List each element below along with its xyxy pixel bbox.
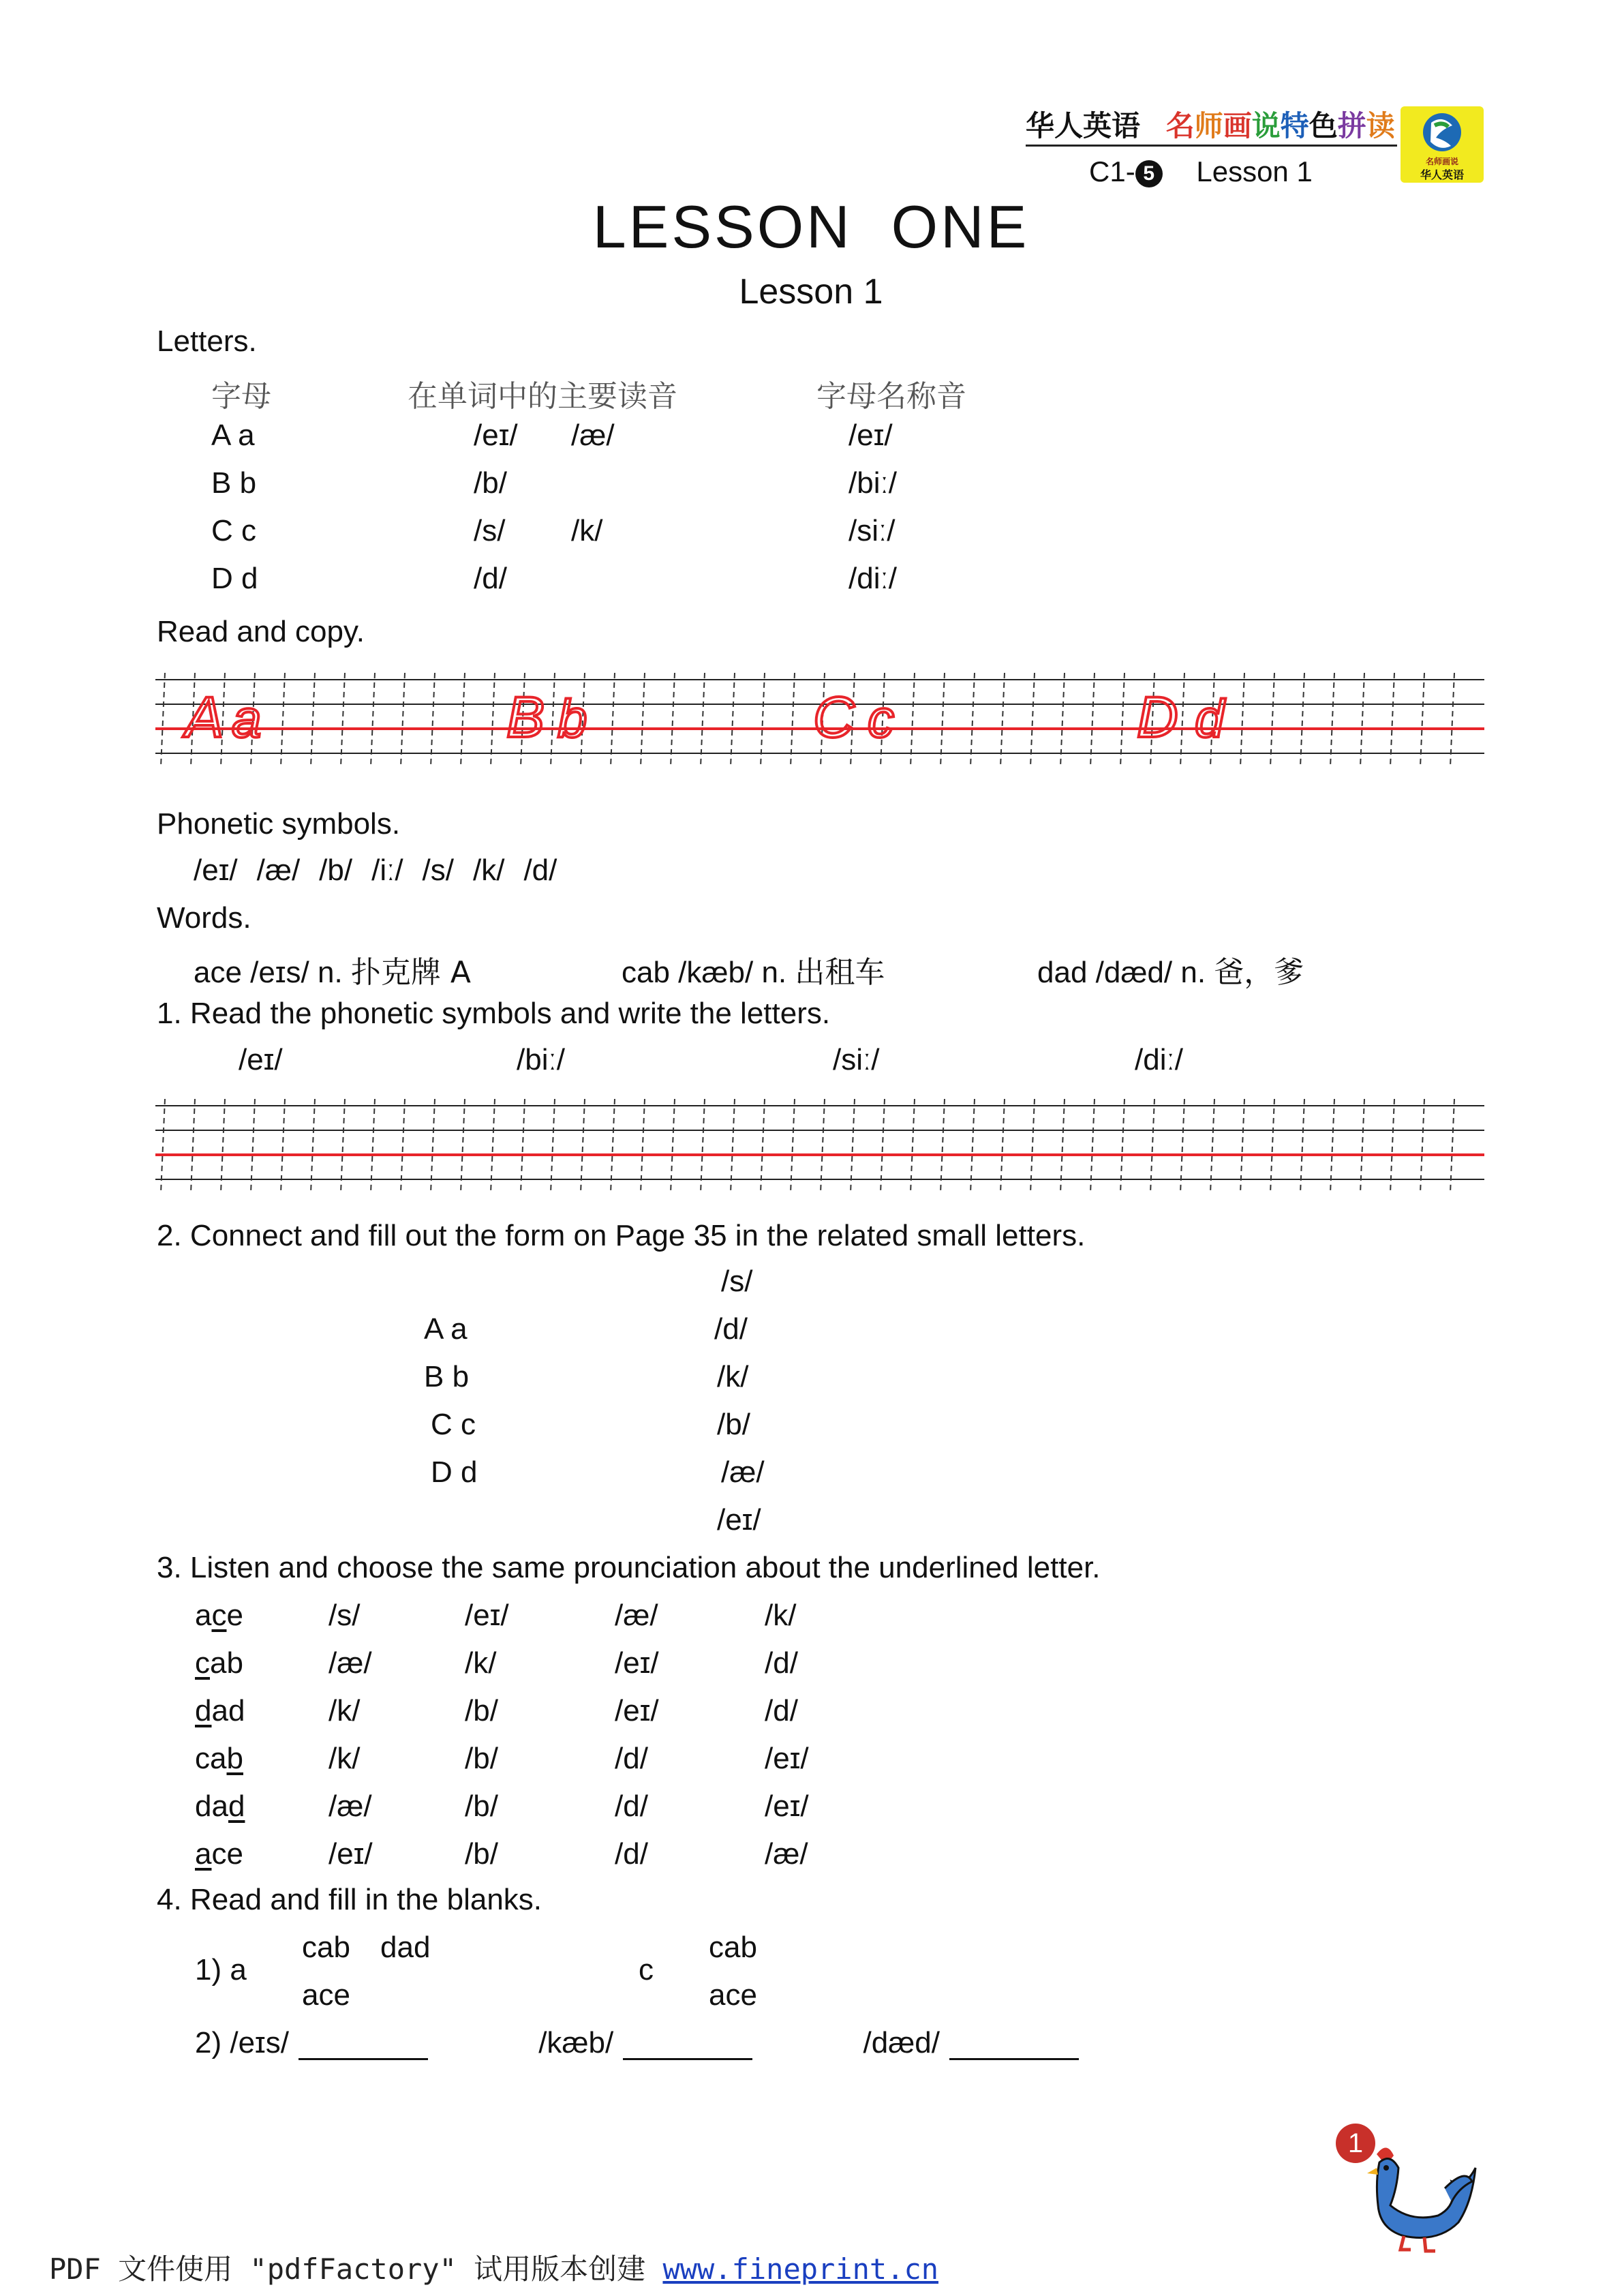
col-header-letter: 字母 [211, 379, 271, 414]
ex3-option: /b/ [465, 1742, 498, 1775]
brand-char: 名 [1165, 110, 1195, 142]
ex3-option: /d/ [615, 1789, 648, 1823]
ex3-underlined-letter: a [195, 1837, 212, 1871]
phonetic-heading: Phonetic symbols. [157, 807, 401, 841]
ex3-underlined-letter: c [195, 1646, 210, 1680]
word-ipa: /dæd/ [1095, 956, 1181, 989]
brand-left: 华人英语 [1026, 110, 1141, 142]
ex4-q1-mid: c [639, 1953, 654, 1987]
ex4-q1-opt-a1: cab [302, 1931, 350, 1964]
code-lesson-label: Lesson 1 [1196, 155, 1313, 187]
ex4-blank-3[interactable] [949, 2032, 1079, 2060]
ex4-q1-label: 1) a [195, 1953, 247, 1987]
ex3-option: /b/ [465, 1694, 498, 1727]
ex3-option: /eɪ/ [765, 1742, 809, 1775]
brand-char: 说 [1251, 110, 1281, 142]
ex3-underlined-letter: d [195, 1694, 212, 1727]
col-header-main-sound: 在单词中的主要读音 [408, 379, 677, 414]
brand-char: 拼 [1337, 110, 1366, 142]
ex3-word-part: ce [211, 1837, 243, 1871]
copy-letter: a [232, 689, 262, 749]
copy-letter: B [506, 685, 545, 749]
brand-char: 色 [1309, 110, 1338, 142]
copy-letter: D [1137, 685, 1178, 749]
ex4-blank-2[interactable] [623, 2032, 752, 2060]
header-brand [1026, 104, 1395, 145]
ex4-q2-ipa-3: /dæd/ [863, 2026, 940, 2059]
brand-char: 画 [1223, 110, 1252, 142]
ex4-q1-opt-a3: ace [302, 1978, 350, 2012]
ex3-option: /k/ [328, 1742, 361, 1775]
letters-heading: Letters. [157, 324, 257, 358]
header-rule [1026, 145, 1397, 147]
ex1-prompt: /eɪ/ [239, 1043, 283, 1076]
word-ipa: /eɪs/ [250, 956, 318, 989]
ex3-option: /æ/ [615, 1599, 658, 1632]
word-pos: n. [1180, 956, 1214, 989]
ex2-sound: /æ/ [721, 1455, 765, 1489]
ex3-option: /k/ [328, 1694, 361, 1727]
copy-letter: A [185, 685, 224, 749]
word-entry [194, 948, 471, 991]
word: dad [1037, 956, 1096, 989]
phonetic-symbol: /b/ [319, 854, 353, 887]
phonetic-list [194, 854, 576, 888]
ex3-option: /æ/ [765, 1837, 808, 1871]
ex4-q1-opt-a2: dad [380, 1931, 431, 1964]
brand-char: 特 [1280, 110, 1309, 142]
ex3-option: /b/ [465, 1837, 498, 1871]
brand-char: 读 [1366, 110, 1395, 142]
brand-char: 师 [1194, 110, 1223, 142]
ex3-word [195, 1694, 245, 1728]
ex3-option: /s/ [328, 1599, 361, 1632]
word-pos: n. [761, 956, 795, 989]
letter-pair: C c [211, 514, 256, 547]
ex4-q1-opt-b2: ace [709, 1978, 757, 2012]
ex3-option: /k/ [465, 1646, 497, 1680]
word-meaning: 出租车 [795, 955, 885, 990]
footer-note [49, 2247, 938, 2288]
page-title: LESSON ONE [592, 193, 1030, 260]
ex3-option: /eɪ/ [765, 1789, 809, 1823]
ex3-option: /d/ [615, 1742, 648, 1775]
ex1-prompt: /siː/ [833, 1043, 880, 1076]
lesson-code [1089, 155, 1313, 188]
ex2-sound: /b/ [717, 1408, 750, 1441]
phonetic-symbol: /iː/ [371, 854, 403, 887]
ex3-option: /eɪ/ [328, 1837, 373, 1871]
ex2-sound: /s/ [721, 1265, 753, 1298]
word-meaning: 扑克牌 A [350, 955, 471, 990]
read-copy-heading: Read and copy. [157, 615, 365, 648]
ex3-word [195, 1599, 243, 1633]
copy-letter: c [868, 689, 894, 749]
letter-pair: B b [211, 466, 257, 500]
writing-grid [155, 1098, 1484, 1200]
ex3-word [195, 1742, 243, 1776]
code-badge [1135, 160, 1163, 187]
page-number: 1 [1347, 2128, 1364, 2158]
main-sound: /b/ [474, 466, 507, 500]
phonetic-symbol: /d/ [523, 854, 557, 887]
ex3-option: /eɪ/ [615, 1646, 659, 1680]
ex2-letter: A a [424, 1312, 468, 1346]
phonetic-symbol: /k/ [473, 854, 505, 887]
ex1-prompt: /biː/ [517, 1043, 565, 1076]
ex3-word-part: da [195, 1789, 228, 1823]
ex3-underlined-letter: b [226, 1742, 243, 1775]
ex3-option: /æ/ [328, 1789, 372, 1823]
footer-link[interactable]: www.fineprint.cn [662, 2252, 939, 2286]
main-sound: /s/ [474, 514, 506, 547]
ex3-option: /d/ [765, 1646, 798, 1680]
ex3-option: /d/ [765, 1694, 798, 1727]
page-subtitle: Lesson 1 [739, 272, 883, 312]
phonetic-symbol: /s/ [422, 854, 454, 887]
words-heading: Words. [157, 901, 251, 935]
ex3-option: /d/ [615, 1837, 648, 1871]
ex3-option: /æ/ [328, 1646, 372, 1680]
ex4-q2 [195, 2026, 1079, 2060]
ex3-word-part: ca [195, 1742, 227, 1775]
main-sound: /d/ [474, 562, 507, 595]
ex2-letter: B b [424, 1360, 470, 1393]
ex3-word-part: e [226, 1599, 243, 1632]
footer-text: PDF 文件使用 "pdfFactory" 试用版本创建 [49, 2252, 663, 2286]
ex3-word [195, 1837, 243, 1871]
rooster-icon [1363, 2141, 1479, 2253]
ex2-letter: D d [431, 1455, 478, 1489]
letter-name-sound: /siː/ [848, 514, 896, 547]
ex3-heading: 3. Listen and choose the same prounciation about the underlined letter. [157, 1551, 1101, 1584]
ex3-option: /eɪ/ [615, 1694, 659, 1727]
logo-text-top: 名师画说 [1425, 157, 1458, 166]
word: ace [194, 956, 251, 989]
copy-letter: d [1195, 689, 1225, 749]
ex3-option: /k/ [765, 1599, 797, 1632]
ex3-word-part: ab [210, 1646, 243, 1680]
ex3-word-part: ad [211, 1694, 245, 1727]
alt-sound: /æ/ [571, 419, 615, 452]
logo [1401, 106, 1484, 183]
copy-letter: C [813, 685, 855, 749]
copybook-grid [155, 671, 1484, 774]
word-meaning: 爸，爹 [1214, 955, 1304, 990]
ex2-sound: /eɪ/ [717, 1503, 761, 1537]
ex2-letter: C c [431, 1408, 476, 1441]
code-prefix: C1- [1089, 155, 1135, 187]
ex4-q2-ipa-1: /eɪs/ [230, 2026, 289, 2059]
ex1-prompt: /diː/ [1135, 1043, 1183, 1076]
ex4-q2-ipa-2: /kæb/ [538, 2026, 614, 2059]
word: cab [622, 956, 679, 989]
ex3-word [195, 1646, 243, 1680]
ex4-heading: 4. Read and fill in the blanks. [157, 1883, 542, 1916]
alt-sound: /k/ [571, 514, 603, 547]
col-header-name-sound: 字母名称音 [816, 379, 966, 414]
ex4-q1-opt-b1: cab [709, 1931, 757, 1964]
letter-pair: D d [211, 562, 258, 595]
word-ipa: /kæb/ [678, 956, 762, 989]
code-number: 5 [1143, 162, 1155, 185]
ex1-heading: 1. Read the phonetic symbols and write the letters. [157, 997, 831, 1030]
ex3-underlined-letter: d [228, 1789, 245, 1823]
ex2-heading: 2. Connect and fill out the form on Page 35 in the related small letters. [157, 1219, 1086, 1252]
letter-name-sound: /biː/ [848, 466, 897, 500]
logo-text-bottom: 华人英语 [1420, 170, 1464, 181]
phonetic-symbol: /eɪ/ [194, 854, 238, 887]
ex3-option: /b/ [465, 1789, 498, 1823]
ex3-word-part: a [195, 1599, 212, 1632]
ex3-underlined-letter: c [211, 1599, 227, 1632]
ex4-blank-1[interactable] [299, 2032, 428, 2060]
letter-name-sound: /diː/ [848, 562, 897, 595]
word-entry [622, 948, 885, 991]
letter-pair: A a [211, 419, 255, 452]
main-sound: /eɪ/ [474, 419, 518, 452]
ex4-q2-label: 2) [195, 2026, 222, 2059]
letter-name-sound: /eɪ/ [848, 419, 893, 452]
ex3-word [195, 1789, 245, 1824]
ex2-sound: /k/ [717, 1360, 749, 1393]
ex2-sound: /d/ [714, 1312, 748, 1346]
copy-letter: b [557, 689, 587, 749]
ex3-option: /eɪ/ [465, 1599, 509, 1632]
word-pos: n. [317, 956, 351, 989]
brand-slogan [1166, 110, 1395, 142]
word-entry [1037, 948, 1304, 991]
phonetic-symbol: /æ/ [256, 854, 301, 887]
